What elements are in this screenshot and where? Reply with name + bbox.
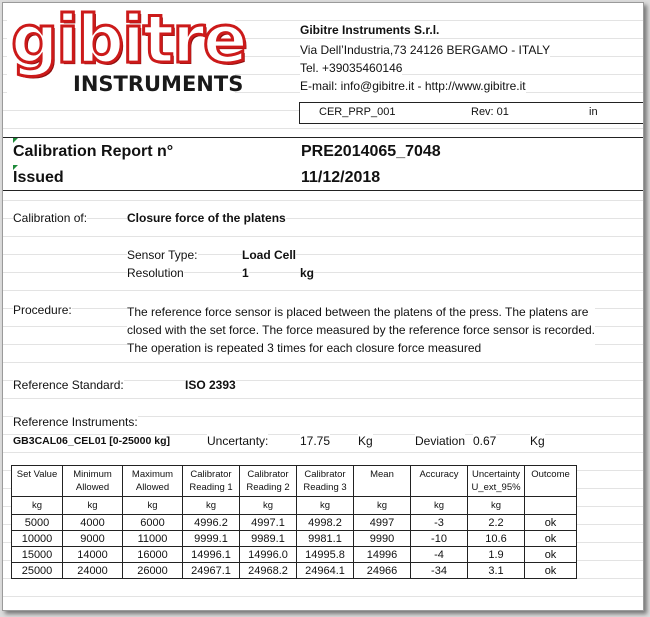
unit-cell: kg (123, 497, 183, 515)
table-cell: ok (525, 547, 577, 563)
table-cell: 4000 (63, 515, 123, 531)
reference-instrument-id: GB3CAL06_CEL01 [0-25000 kg] (13, 435, 170, 447)
issued-date: 11/12/2018 (301, 169, 381, 186)
deviation-label: Deviation (415, 434, 466, 448)
table-cell: -3 (411, 515, 468, 531)
table-cell: 5000 (12, 515, 63, 531)
sensor-type-value: Load Cell (242, 248, 297, 262)
table-cell: 9981.1 (297, 531, 354, 547)
table-cell: ok (525, 515, 577, 531)
table-cell: 25000 (12, 563, 63, 579)
report-number-row (3, 137, 643, 165)
deviation-unit: Kg (530, 434, 545, 448)
column-header: Mean (354, 466, 411, 497)
column-header: Calibrator Reading 1 (183, 466, 240, 497)
table-cell: 14996 (354, 547, 411, 563)
table-cell: 4996.2 (183, 515, 240, 531)
calibration-results-table (11, 465, 577, 579)
company-phone: Tel. +39035460146 (300, 61, 403, 75)
table-cell: 24966 (354, 563, 411, 579)
table-cell: 14000 (63, 547, 123, 563)
table-cell: 4998.2 (297, 515, 354, 531)
table-cell: 26000 (123, 563, 183, 579)
table-cell: 15000 (12, 547, 63, 563)
document-revision: Rev: 01 (471, 106, 509, 118)
table-cell: 10.6 (468, 531, 525, 547)
report-sheet (2, 2, 644, 611)
table-row (12, 531, 577, 547)
company-address: Via Dell’Industria,73 24126 BERGAMO - ITALY (300, 43, 551, 57)
procedure-line: closed with the set force. The force measured by the reference force sensor is recorded. (127, 323, 596, 337)
column-header: Accuracy (411, 466, 468, 497)
column-header: Maximum Allowed (123, 466, 183, 497)
procedure-line: The reference force sensor is placed between the platens of the press. The platens are (127, 305, 589, 319)
deviation-value: 0.67 (473, 434, 497, 448)
unit-cell: kg (240, 497, 297, 515)
table-header-row (12, 466, 577, 497)
table-cell: 1.9 (468, 547, 525, 563)
report-number-label: Calibration Report n° (13, 143, 174, 160)
logo-wordmark: gibitre (11, 2, 246, 78)
company-name: Gibitre Instruments S.r.l. (300, 23, 440, 37)
uncertainty-unit: Kg (358, 434, 373, 448)
document-code: CER_PRP_001 (319, 106, 396, 118)
unit-cell: kg (183, 497, 240, 515)
unit-cell: kg (12, 497, 63, 515)
uncertainty-value: 17.75 (300, 434, 331, 448)
table-cell: 9999.1 (183, 531, 240, 547)
column-header: Set Value (12, 466, 63, 497)
issued-row (3, 164, 643, 191)
table-cell: -10 (411, 531, 468, 547)
unit-cell (525, 497, 577, 515)
resolution-label: Resolution (127, 266, 184, 280)
unit-cell: kg (63, 497, 123, 515)
reference-standard-label: Reference Standard: (13, 378, 124, 392)
table-row (12, 563, 577, 579)
unit-cell: kg (411, 497, 468, 515)
column-header: Calibrator Reading 2 (240, 466, 297, 497)
procedure-text (127, 303, 595, 357)
table-cell: 10000 (12, 531, 63, 547)
table-cell: 3.1 (468, 563, 525, 579)
procedure-line: The operation is repeated 3 times for each closure force measured (127, 341, 482, 355)
unit-cell: kg (354, 497, 411, 515)
table-cell: ok (525, 563, 577, 579)
table-cell: -34 (411, 563, 468, 579)
reference-instruments-label: Reference Instruments: (13, 415, 138, 429)
report-number: PRE2014065_7048 (301, 143, 441, 160)
procedure-label: Procedure: (13, 303, 72, 317)
table-cell: 4997 (354, 515, 411, 531)
column-header: Minimum Allowed (63, 466, 123, 497)
table-cell: -4 (411, 547, 468, 563)
resolution-unit: kg (300, 266, 315, 280)
unit-cell: kg (468, 497, 525, 515)
table-cell: 24967.1 (183, 563, 240, 579)
table-row (12, 515, 577, 531)
table-row (12, 547, 577, 563)
calibration-of-value: Closure force of the platens (127, 211, 286, 225)
reference-standard-value: ISO 2393 (185, 378, 236, 392)
company-logo (7, 2, 246, 96)
resolution-value: 1 (242, 266, 249, 280)
table-cell: ok (525, 531, 577, 547)
table-cell: 6000 (123, 515, 183, 531)
column-header: Calibrator Reading 3 (297, 466, 354, 497)
issued-label: Issued (13, 169, 64, 186)
table-cell: 9989.1 (240, 531, 297, 547)
table-cell: 24000 (63, 563, 123, 579)
sensor-type-label: Sensor Type: (127, 248, 198, 262)
table-cell: 9990 (354, 531, 411, 547)
table-cell: 14995.8 (297, 547, 354, 563)
table-cell: 24968.2 (240, 563, 297, 579)
document-code-row (299, 102, 643, 124)
table-cell: 14996.0 (240, 547, 297, 563)
table-cell: 9000 (63, 531, 123, 547)
document-language: in (589, 106, 598, 118)
column-header: Outcome (525, 466, 577, 497)
logo-subtitle: INSTRUMENTS (73, 72, 244, 96)
column-header: Uncertainty U_ext_95% (468, 466, 525, 497)
table-cell: 4997.1 (240, 515, 297, 531)
calibration-of-label: Calibration of: (13, 211, 88, 225)
uncertainty-label: Uncertanty: (207, 434, 269, 448)
table-cell: 16000 (123, 547, 183, 563)
table-cell: 11000 (123, 531, 183, 547)
unit-cell: kg (297, 497, 354, 515)
table-cell: 24964.1 (297, 563, 354, 579)
table-cell: 14996.1 (183, 547, 240, 563)
table-units-row (12, 497, 577, 515)
company-contact: E-mail: info@gibitre.it - http://www.gibitre.it (300, 79, 526, 93)
table-cell: 2.2 (468, 515, 525, 531)
